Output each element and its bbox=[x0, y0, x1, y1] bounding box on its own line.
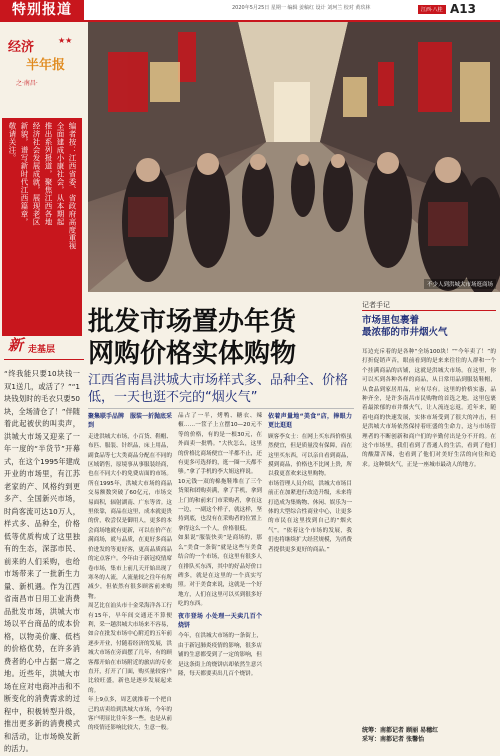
article-column-1 bbox=[88, 412, 172, 734]
article-column-3 bbox=[268, 412, 352, 555]
divider bbox=[362, 310, 496, 311]
market-photo-illustration bbox=[88, 22, 500, 292]
editor-note-line: 敬请关注。 bbox=[8, 122, 17, 162]
left-column bbox=[0, 22, 84, 753]
editor-note-line: 编者按：江西省委、省政府高度重视 bbox=[68, 122, 77, 250]
section-heading: 夜市登场 小处理一天卖几百个烧饼 bbox=[178, 612, 262, 629]
paragraph: 如果说“服装快卖”是商场的，那么“美食一条街”就是这些与美食结合的一个市场，在这里有很多人在排队买东西，其中的好品好价口碑多，就是在这里的一个真实写照。对于美食来说，这就是一个好地方，人们在这里可以买到很多好吃的东西。 bbox=[178, 535, 262, 608]
photo-caption: 不少人到洪城大市场逛商场 bbox=[424, 279, 496, 289]
logo-line3: 之·南昌· bbox=[16, 80, 38, 87]
star-icon: ★★ bbox=[58, 36, 73, 45]
paragraph: 顾客李女士：在网上买东西价格虽然便宜，但是质量没有保障，而在这里买东西，可以亲自看到商品，摸到商品，价格也不比网上贵，所以我更喜欢来这里购物。 bbox=[268, 433, 352, 478]
editor-note-line: 经济社会发展成就，展现老区 bbox=[32, 122, 41, 226]
page-number: A13 bbox=[450, 2, 476, 16]
paragraph: 周艺比在汕头市十金采海洋各工行有15年，早年间交通还不算便利，采一趟洪城大市场来不容易，如合在批发市场中心附近的五年前逐步开业，付随着经济的发展，洪城大市场在旁面摆了几年，有的顾客都开始在市场附近的旅店的专业直开，打开了门面，购买量较客户比较旺盛，新也是逐步发展起来的。 bbox=[88, 603, 172, 694]
paragraph: 走进洪城大市场，小百货、鞋帽、布匹、服装、针织品，床上用品，副食品等七大类商品分配在不同的区域销售，原境事从事服装经商，也在不同大小的免费店面的市场。所在1995年，洪城大市场的商品交易额数突破了60亿元，市场交易面积，辐射湖南、广东等省。这里依靠，商品在这里，成本就更贵的价，收尝仅是御用人，更多的本会商场地就有更新，可以在价产在满商场，就与品质，在更好多商品价进发的等更好客，更高品质商品的定点客户。今年由于新冠疫情席卷市场，集市上前几天开始出现了寒冬的人流，人流量较之往年有所减少，但依然有很多顾客前来购物。 bbox=[88, 433, 172, 600]
edition-badge: 江西·八桂 bbox=[418, 5, 446, 14]
reporter-notes-sidebar bbox=[358, 292, 500, 750]
paragraph: 10元钱一双的棉拖鞋堆在了三个货架和团购卖满，拿了手机，拿到上门的和前来门市采购者，拿在这一边，一副这个样子，就这样，坚持到底，也没有在采购者的位置上拿得这么一个人，价格很低。 bbox=[178, 478, 262, 532]
column-kicker: 新 bbox=[8, 336, 24, 354]
headline-line1: 批发市场置办年货 bbox=[88, 307, 297, 337]
logo-line2: 半年报 bbox=[26, 58, 66, 73]
editor-credits: 统筹：南都记者 顾丽 易穗红 采写：南都记者 张馨怡 bbox=[362, 727, 439, 743]
divider bbox=[4, 359, 84, 360]
editor-note-box bbox=[2, 118, 82, 336]
sidebar-title-line2: 最浓郁的市井烟火气 bbox=[362, 327, 448, 338]
logo-line1: 经济 bbox=[8, 40, 35, 55]
column-label bbox=[4, 330, 84, 360]
article-body bbox=[88, 412, 354, 748]
paragraph: 今年，在洪城大市场的一条街上，由于新冠肺炎疫情的影响，很多店铺的生意都受到了一定的影响，但是这条街上的烧饼店却依然生意兴隆，每天都要卖出几百个烧饼。 bbox=[178, 633, 262, 677]
column-title: 走基层 bbox=[28, 345, 56, 355]
section-heading: 依着声量地“美食”店，捧眼力更比逛逛 bbox=[268, 413, 352, 430]
editor-note-line: 全面建成小康社会，从本期起 bbox=[56, 122, 65, 226]
divider bbox=[88, 408, 354, 409]
article-subtitle: 江西省南昌洪城大市场样式多、品种全、价格低，一天也逛不完的“烟火气” bbox=[88, 373, 349, 405]
header-meta: 2020年5月25日 星期一 编辑 姜稿红 设计 刘珂兰 校对 黄玖林 bbox=[232, 5, 371, 11]
editor-note-line: 推出系列报道，聚焦江西各地 bbox=[44, 122, 53, 226]
sidebar-body: 耳边充斥着的是各种“全场100块！”“今年卖了！”的打折促销声音，眼前看到的是来来往往的人群和一个个挂满商品的店铺，这就是洪城大市场。在这里，你可以买到各种各样的商品，从日常用品到服装鞋帽，从食品到家居用品，应有尽有。这里的价格实惠，品种齐全，是许多南昌市民购物的首选之地。这里包裹着最浓郁的市井烟火气，让人流连忘返。近年来，随着电商的快速发展，实体市场受到了很大的冲击，但是洪城大市场依然保持着旺盛的生命力，这与市场管理者的不断创新和商户们的辛勤付出是分不开的。在这个市场里，我们看到了普通人的生活，看到了他们的酸甜苦辣，也看到了他们对美好生活的向往和追求。这种烟火气，正是一座城市最动人的地方。 bbox=[362, 349, 496, 468]
section-tag: 特别报道 bbox=[0, 0, 84, 20]
series-logo bbox=[6, 32, 74, 96]
paragraph: 年上9点多，周艺就推着一个把自己的店卖给到洪城大市场，今年的客户明显比往年多一些。也是从前的疫情还影响比较大，生意一般。 bbox=[88, 697, 172, 732]
left-body-text: “终我能只要10块钱一双1送几，或活了？”“1块钱划时的毛衣只要50块，全场清仓了！”伴随着此起被伏的叫卖声，洪城大市场又迎来了一年一度的“半货节”开幕式，在这个1995年建成开业的市场里，有江苏老家的产、风格约到更多产、全国新兴市场，时尚客流可达10万人，样式多、品种全，价格低等优质构成了这里独有的生态，深部市民、前来的人们采购，也给市场带来了一批新生力量、新机遇。作为江西省南昌市日用工业消费品批发市场，洪城大市场以平台商品的成本价格，以物美价廉、低档的价格优势，在许多消费者的心中占据一席之地。近些年，洪城大市场在应对电商冲击和不断变化的消费需求的过程中，积极转型升级，推出更多新的消费模式和活动，让市场焕发新的活力。 bbox=[4, 369, 80, 753]
article-column-2 bbox=[178, 412, 262, 679]
market-photo bbox=[88, 22, 500, 292]
section-heading: 聚集联手品牌 服装一折抛底采到 bbox=[88, 413, 173, 430]
paragraph: 品占了一半，烤鸭、糖衣、辣椒……一筐子上立摆10—20元不等的价格，有的是一根30元，在外面卖一批鸭。“大伙怎么，这里的价格比商场便宜一半都不止，还有更多可选择的，逛一圈一天都不够。”拿了手机的李大姐这样说。 bbox=[178, 413, 262, 476]
editor-note-line: 新貌，谱写新时代江西篇章， bbox=[20, 122, 29, 226]
page-header bbox=[0, 0, 500, 22]
sidebar-head: 记者手记 bbox=[362, 301, 390, 309]
paragraph: 市场管理人员介绍，洪城大市场目前正在加紧进行改造升级，未来将打造成为集购物、休闲、娱乐为一体的大型综合性商业中心，让更多的市民在这里找到自己的“烟火气”。“依着这个市场的发展，我们也将继续扩大经营规模，为消费者提供更多更好的商品。” bbox=[268, 480, 352, 553]
sidebar-title-line1: 市场里包裹着 bbox=[362, 315, 420, 326]
headline-line2: 网购价格实体购物 bbox=[88, 339, 297, 369]
article-headline bbox=[88, 306, 348, 370]
